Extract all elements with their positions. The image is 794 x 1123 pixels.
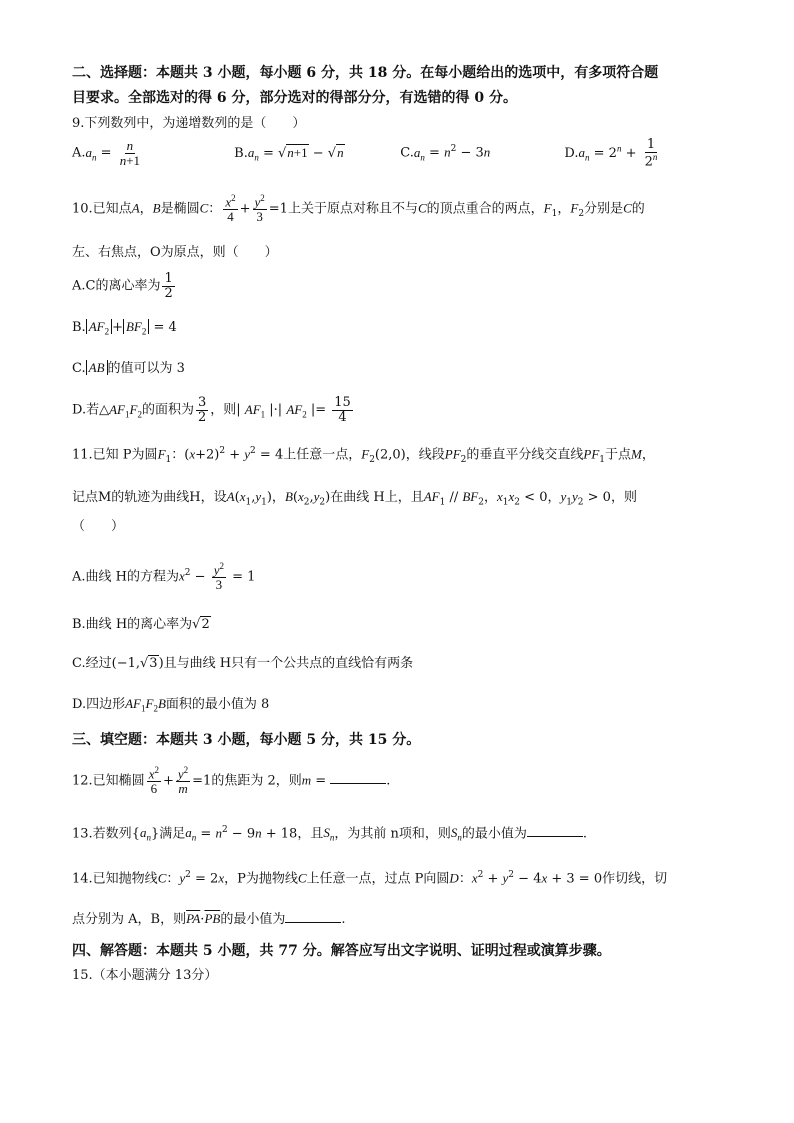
q11-option-d: D.四边形$AF_1F_2B$面积的最小值为 8: [72, 696, 270, 714]
q9-stem: 9.下列数列中，为递增数列的是（ ）: [72, 116, 306, 131]
q11-stem-line2: 记点M的轨迹为曲线H，设$A(x_1,y_1)$，$B(x_2,y_2)$在曲线 H上，且$AF_1 // BF_2$，$x_1x_2 < 0$，$y_1y_2 > 0$，则: [72, 489, 637, 508]
q14-line2: 点分别为 A，B，则$\overline{PA}\cdot\overline{PB}$的最小值为 .: [72, 911, 346, 927]
q10-stem-line2: 左、右焦点，O为原点，则（ ）: [72, 245, 278, 260]
q14-answer-blank[interactable]: [285, 922, 341, 923]
q9-option-c: $C.a_n = n^2 - 3n$: [400, 144, 491, 163]
q15-stem: 15.（本小题满分 13分）: [72, 968, 218, 983]
q13-answer-blank[interactable]: [527, 836, 583, 837]
q11-option-c: C.经过(−1,√3)且与曲线 H只有一个公共点的直线恰有两条: [72, 656, 414, 671]
q9-option-b: $B.a_n = √n+1 - √n$: [234, 144, 344, 163]
q10-option-a: A.C的离心率为 $\frac{1}{2}$: [72, 271, 173, 301]
q11-stem-line1: 11.已知 P为圆$F_1$：$(x+2)^2 + y^2 = 4$上任意一点，$F_2(2,0)$，线段$PF_2$的垂直平分线交直线$PF_1$于点M，: [72, 446, 655, 465]
section3-heading: 三、填空题：本题共 3 小题，每小题 5 分，共 15 分。: [72, 732, 421, 748]
section4-heading: 四、解答题：本题共 5 小题，共 77 分。解答应写出文字说明、证明过程或演算步骤。: [72, 943, 611, 959]
q9-option-d: $D.a_n = 2^n$ + $\frac{1}{2^n}$: [564, 137, 658, 169]
q12-answer-blank[interactable]: [330, 783, 386, 784]
q10-option-c: C. AB 的值可以为 3: [72, 360, 185, 376]
q11-option-a: A.曲线 H的方程为$x^2$ − $\frac{y^2}{3}$ = 1: [72, 561, 256, 592]
q10-stem-line1: 10.已知点A，B是椭圆C： $\frac{x^2}{4}$ + $\frac{y^2}{3}$ =1上关于原点对称且不与C的顶点重合的两点，$F_1$，$F_2$分别是C的: [72, 193, 645, 224]
q12: 12.已知椭圆 $\frac{x^2}{6}$ + $\frac{y^2}{m}$ =1的焦距为 2，则m = .: [72, 765, 391, 796]
section2-heading-line1: 二、选择题：本题共 3 小题，每小题 6 分，共 18 分。在每小题给出的选项中，有多项符合题: [72, 65, 659, 81]
q10-option-d: D.若$\triangle AF_1F_2$的面积为 $\frac{3}{2}$ ，则| $AF_1$ |·| $AF_2$ |= $\frac{15}{4}$: [72, 395, 351, 425]
section2-heading-line2: 目要求。全部选对的得 6 分，部分选对的得部分分，有选错的得 0 分。: [72, 90, 517, 106]
q10-option-b: B. $AF_2 + BF_2 = 4$: [72, 319, 177, 337]
q14-line1: 14.已知抛物线C：$y^2 = 2x$，P为抛物线C上任意一点，过点 P向圆D：$x^2 + y^2 - 4x + 3 = 0$作切线，切: [72, 870, 668, 887]
q11-option-b: B.曲线 H的离心率为√2: [72, 617, 210, 632]
q13: 13.若数列$\{a_n\}$满足$a_n = n^2 - 9n + 18$，且$S_n$，为其前 n项和，则$S_n$的最小值为 .: [72, 825, 587, 843]
q11-stem-line3: （ ）: [72, 519, 125, 534]
q9-options: [72, 138, 661, 169]
q9-option-a: $A.a_n$ = $\frac{n}{n+1}$: [72, 138, 141, 168]
